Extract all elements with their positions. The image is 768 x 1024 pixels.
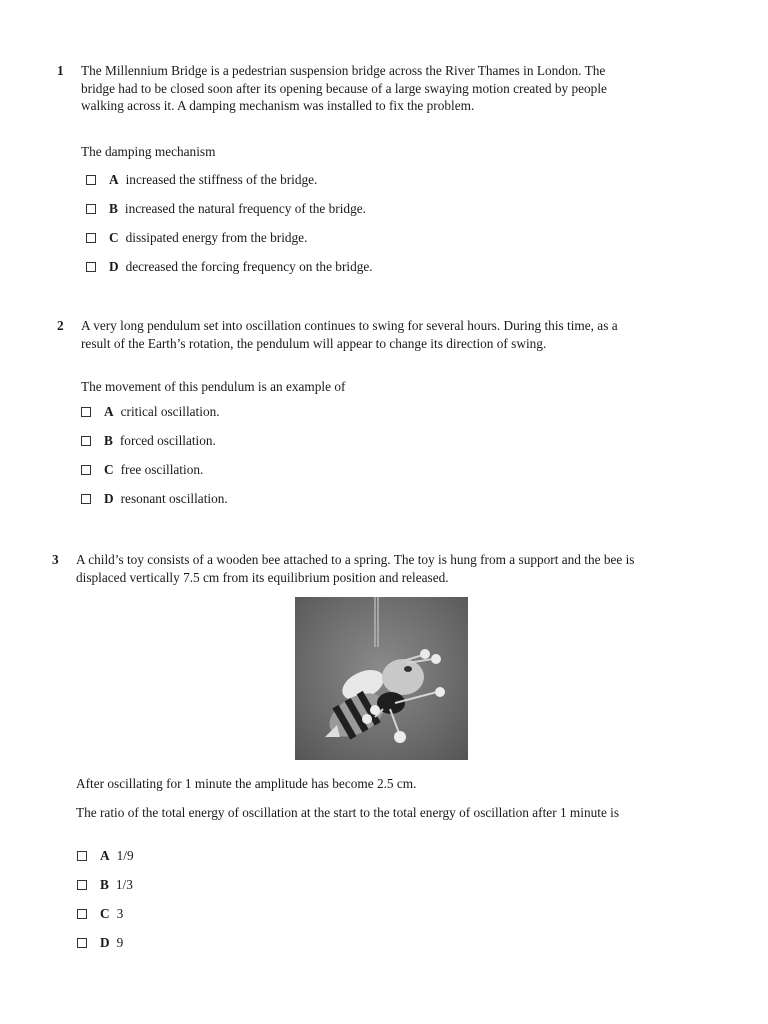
question-2-option-c[interactable] xyxy=(81,461,203,479)
question-3-stem: The ratio of the total energy of oscillation at the start to the total energy of oscillation after 1 minute is xyxy=(76,805,620,820)
option-letter: C xyxy=(104,462,114,478)
option-letter: A xyxy=(104,404,114,420)
bee-toy-illustration xyxy=(295,597,468,760)
question-2-option-d[interactable] xyxy=(81,490,228,508)
question-1-option-d[interactable] xyxy=(86,258,373,276)
question-1-option-a[interactable] xyxy=(86,171,317,189)
checkbox[interactable] xyxy=(77,880,87,890)
question-1-option-b[interactable] xyxy=(86,200,366,218)
option-letter: C xyxy=(109,230,119,246)
option-letter: A xyxy=(109,172,119,188)
question-3-option-d[interactable] xyxy=(77,934,123,952)
question-2-stem: The movement of this pendulum is an example of xyxy=(81,379,346,394)
option-letter: D xyxy=(104,491,114,507)
checkbox[interactable] xyxy=(86,204,96,214)
option-letter: B xyxy=(100,877,109,893)
spring xyxy=(375,597,378,647)
checkbox[interactable] xyxy=(81,494,91,504)
question-2-option-b[interactable] xyxy=(81,432,216,450)
option-letter: B xyxy=(104,433,113,449)
option-text: forced oscillation. xyxy=(119,433,216,449)
checkbox[interactable] xyxy=(81,436,91,446)
option-letter: B xyxy=(109,201,118,217)
option-letter: C xyxy=(100,906,110,922)
option-letter: A xyxy=(100,848,110,864)
bee-toy-photo xyxy=(295,597,468,760)
bee-head xyxy=(382,659,424,695)
option-text: 1/3 xyxy=(115,877,133,893)
checkbox[interactable] xyxy=(86,262,96,272)
checkbox[interactable] xyxy=(81,465,91,475)
checkbox[interactable] xyxy=(77,851,87,861)
option-text: 1/9 xyxy=(116,848,134,864)
question-1-option-c[interactable] xyxy=(86,229,307,247)
option-text: increased the natural frequency of the bridge. xyxy=(124,201,366,217)
option-text: critical oscillation. xyxy=(120,404,220,420)
option-text: 3 xyxy=(116,906,124,922)
question-3-option-b[interactable] xyxy=(77,876,133,894)
question-3-option-a[interactable] xyxy=(77,847,134,865)
checkbox[interactable] xyxy=(81,407,91,417)
option-text: increased the stiffness of the bridge. xyxy=(125,172,318,188)
option-text: free oscillation. xyxy=(120,462,204,478)
question-3-option-c[interactable] xyxy=(77,905,123,923)
checkbox[interactable] xyxy=(86,233,96,243)
checkbox[interactable] xyxy=(77,909,87,919)
checkbox[interactable] xyxy=(77,938,87,948)
option-text: 9 xyxy=(116,935,124,951)
question-1-text: The Millennium Bridge is a pedestrian suspension bridge across the River Thames in London. The bridge had to be closed soon after its opening because of a large swaying motion created by people walking across it. A damping mechanism was installed to fix the problem. xyxy=(81,63,607,113)
question-2-option-a[interactable] xyxy=(81,403,220,421)
question-1-stem: The damping mechanism xyxy=(81,144,216,159)
option-text: resonant oscillation. xyxy=(120,491,228,507)
question-1-number: 1 xyxy=(57,63,64,78)
option-text: dissipated energy from the bridge. xyxy=(125,230,308,246)
option-letter: D xyxy=(100,935,110,951)
question-3-text: A child’s toy consists of a wooden bee attached to a spring. The toy is hung from a support and the bee is displaced vertically 7.5 cm from its equilibrium position and released. xyxy=(76,552,635,585)
option-text: decreased the forcing frequency on the bridge. xyxy=(125,259,373,275)
question-3-stem-after-image: After oscillating for 1 minute the amplitude has become 2.5 cm. xyxy=(76,776,417,791)
question-2-text: A very long pendulum set into oscillation continues to swing for several hours. During this time, as a result of the Earth’s rotation, the pendulum will appear to change its direction of swing. xyxy=(81,318,618,351)
question-3-number: 3 xyxy=(52,552,59,567)
option-letter: D xyxy=(109,259,119,275)
question-2-number: 2 xyxy=(57,318,64,333)
checkbox[interactable] xyxy=(86,175,96,185)
